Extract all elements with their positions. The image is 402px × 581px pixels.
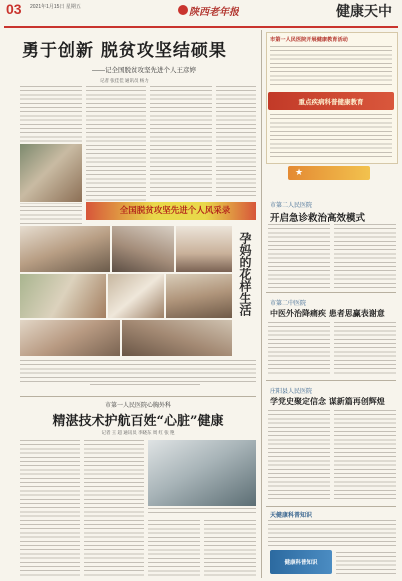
story3-col-1 xyxy=(268,410,330,502)
main-article-col-4 xyxy=(216,86,256,198)
bottom-article-col-4 xyxy=(204,520,256,576)
article-inline-photo xyxy=(20,144,82,202)
right-top-title: 市第一人民医院开展健康教育活动 xyxy=(270,37,348,43)
column-divider xyxy=(261,30,262,578)
feature-photo-5 xyxy=(108,274,164,318)
story3-kicker: 庄阳县人民医院 xyxy=(270,389,313,395)
story1-headline: 开启急诊救治高效模式 xyxy=(270,213,366,224)
story1-col-1 xyxy=(268,224,330,288)
banner-text: 全国脱贫攻坚先进个人风采录 xyxy=(119,206,231,216)
date-line: 2021年1月15日 星期五 xyxy=(30,4,81,10)
bottom-right-kicker: 天健康科普知识 xyxy=(270,513,313,519)
page-header xyxy=(0,0,402,26)
story3-headline: 学党史聚定信念 谋新篇再创辉煌 xyxy=(270,396,385,406)
right-top-text-1 xyxy=(270,46,392,88)
bottom-article-photo xyxy=(148,440,256,506)
bottom-kicker: 市第一人民医院心胸外科 xyxy=(104,403,171,409)
right-divider-3 xyxy=(266,506,396,507)
bottom-headline: 精湛技术护航百姓“心脏”健康 xyxy=(52,414,224,429)
right-divider-2 xyxy=(266,380,396,381)
main-byline: 记者 张佳佳 通讯员 杨力 xyxy=(100,78,149,83)
feature-photo-6 xyxy=(166,274,232,318)
logo-star-icon: ★ xyxy=(294,168,304,178)
feature-caption-byline xyxy=(90,384,200,388)
story2-col-2 xyxy=(334,322,396,376)
masthead-emblem-icon xyxy=(178,5,188,15)
right-top-text-2 xyxy=(270,114,392,158)
bottom-photo-caption xyxy=(148,508,256,516)
feature-photo-3 xyxy=(176,226,232,272)
masthead-text: 陕西老年报 xyxy=(189,7,239,18)
feature-photo-7 xyxy=(20,320,120,356)
feature-caption xyxy=(20,360,256,382)
story1-col-2 xyxy=(334,224,396,288)
story1-kicker: 市第二人民医院 xyxy=(270,203,313,209)
section-divider xyxy=(20,396,256,397)
bottom-right-text xyxy=(268,520,396,546)
main-subhead: ——记全国脱贫攻坚先进个人王彦婷 xyxy=(92,67,196,74)
header-rule xyxy=(4,26,398,28)
feature-photo-2 xyxy=(112,226,174,272)
bottom-article-col-3 xyxy=(148,520,200,576)
story2-col-1 xyxy=(268,322,330,376)
masthead-logo xyxy=(178,2,239,22)
page-number: 03 xyxy=(6,1,22,17)
story2-kicker: 市第二中医院 xyxy=(270,301,307,307)
feature-photo-8 xyxy=(122,320,232,356)
feature-photo-4 xyxy=(20,274,106,318)
story2-headline: 中医外治降痛疾 患者思赢表谢意 xyxy=(270,308,385,318)
feature-photo-1 xyxy=(20,226,110,272)
bottom-right-ad-text: 健康科普知识 xyxy=(284,560,318,566)
section-title: 健康天中 xyxy=(336,4,392,20)
main-article-col-2 xyxy=(86,86,146,204)
right-divider-1 xyxy=(266,292,396,293)
bottom-article-col-2 xyxy=(84,440,144,576)
bottom-right-ad-caption xyxy=(336,552,396,574)
bottom-article-col-1 xyxy=(20,440,80,576)
story3-col-2 xyxy=(334,410,396,502)
bottom-byline: 记者 王 超 通讯员 李晓东 周 红 张 艳 xyxy=(101,430,175,435)
right-ad-title: 重点疾病科普健康教育 xyxy=(298,99,364,106)
main-article-col-3 xyxy=(150,86,212,198)
feature-vertical-title: 孕妈的花样生活 xyxy=(238,232,252,316)
main-headline: 勇于创新 脱贫攻坚结硕果 xyxy=(22,41,227,61)
